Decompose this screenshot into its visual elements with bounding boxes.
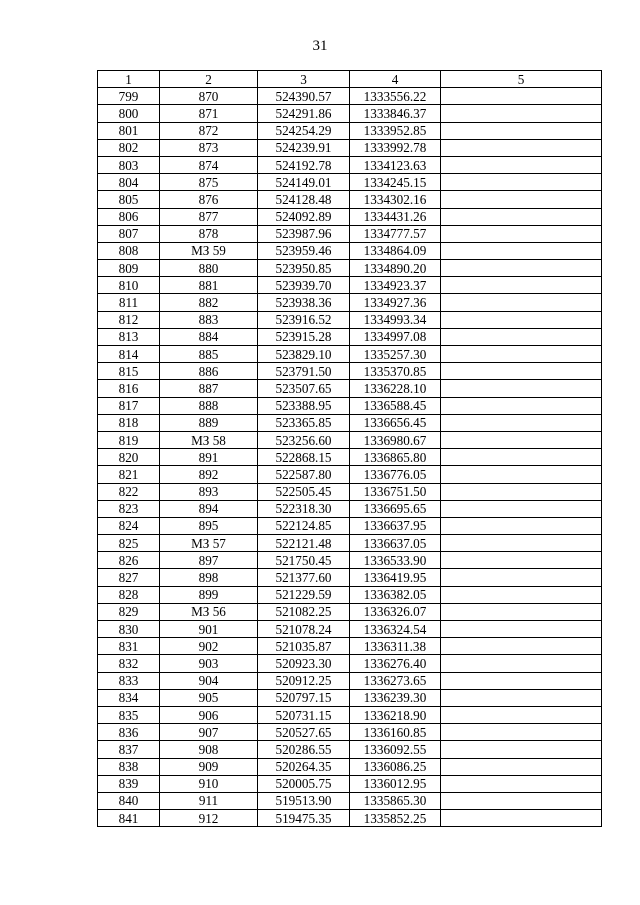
table-row bbox=[98, 810, 602, 827]
table-cell-col-3: 524291.86 bbox=[258, 105, 350, 122]
table-cell-col-3: 523256.60 bbox=[258, 431, 350, 448]
table-cell-col-4: 1336086.25 bbox=[350, 758, 441, 775]
table-row bbox=[98, 672, 602, 689]
table-cell-col-2: 889 bbox=[160, 414, 258, 431]
table-cell-col-5 bbox=[441, 156, 602, 173]
table-cell-col-4: 1335257.30 bbox=[350, 346, 441, 363]
table-cell-col-5 bbox=[441, 139, 602, 156]
table-cell-col-2: 903 bbox=[160, 655, 258, 672]
table-cell-col-5 bbox=[441, 346, 602, 363]
table-cell-col-4: 1336656.45 bbox=[350, 414, 441, 431]
table-cell-col-2: 882 bbox=[160, 294, 258, 311]
table-cell-col-4: 1336324.54 bbox=[350, 621, 441, 638]
table-cell-col-4: 1336012.95 bbox=[350, 775, 441, 792]
table-cell-col-5 bbox=[441, 483, 602, 500]
table-cell-col-4: 1335370.85 bbox=[350, 363, 441, 380]
table-cell-col-1: 813 bbox=[98, 328, 160, 345]
table-cell-col-4: 1334890.20 bbox=[350, 260, 441, 277]
table-cell-col-5 bbox=[441, 517, 602, 534]
table-cell-col-4: 1336092.55 bbox=[350, 741, 441, 758]
table-cell-col-3: 524192.78 bbox=[258, 156, 350, 173]
table-cell-col-2: 872 bbox=[160, 122, 258, 139]
table-row bbox=[98, 552, 602, 569]
table-cell-col-4: 1334245.15 bbox=[350, 174, 441, 191]
table-row bbox=[98, 638, 602, 655]
table-cell-col-2: 870 bbox=[160, 88, 258, 105]
table-cell-col-1: 807 bbox=[98, 225, 160, 242]
table-row bbox=[98, 328, 602, 345]
table-cell-col-1: 808 bbox=[98, 242, 160, 259]
table-row bbox=[98, 311, 602, 328]
table-cell-col-1: 824 bbox=[98, 517, 160, 534]
table-cell-col-4: 1333846.37 bbox=[350, 105, 441, 122]
table-cell-col-4: 1333992.78 bbox=[350, 139, 441, 156]
table-cell-col-2: 891 bbox=[160, 449, 258, 466]
table-cell-col-3: 523939.70 bbox=[258, 277, 350, 294]
table-cell-col-3: 523388.95 bbox=[258, 397, 350, 414]
table-cell-col-5 bbox=[441, 225, 602, 242]
table-row bbox=[98, 706, 602, 723]
table-row bbox=[98, 380, 602, 397]
table-cell-col-5 bbox=[441, 672, 602, 689]
table-row bbox=[98, 569, 602, 586]
table-cell-col-2: 892 bbox=[160, 466, 258, 483]
table-cell-col-4: 1336160.85 bbox=[350, 724, 441, 741]
table-row bbox=[98, 208, 602, 225]
table-cell-col-2: 909 bbox=[160, 758, 258, 775]
table-cell-col-1: 833 bbox=[98, 672, 160, 689]
table-cell-col-5 bbox=[441, 706, 602, 723]
table-row bbox=[98, 363, 602, 380]
table-cell-col-5 bbox=[441, 397, 602, 414]
table-cell-col-5 bbox=[441, 603, 602, 620]
table-row bbox=[98, 621, 602, 638]
table-row bbox=[98, 346, 602, 363]
table-cell-col-1: 810 bbox=[98, 277, 160, 294]
table-cell-col-4: 1336695.65 bbox=[350, 500, 441, 517]
table-cell-col-5 bbox=[441, 638, 602, 655]
table-cell-col-1: 822 bbox=[98, 483, 160, 500]
table-cell-col-3: 521078.24 bbox=[258, 621, 350, 638]
table-row bbox=[98, 139, 602, 156]
table-cell-col-2: 884 bbox=[160, 328, 258, 345]
table-cell-col-3: 519475.35 bbox=[258, 810, 350, 827]
table-cell-col-2: 881 bbox=[160, 277, 258, 294]
table-cell-col-5 bbox=[441, 380, 602, 397]
table-row bbox=[98, 156, 602, 173]
table-header bbox=[98, 71, 602, 88]
table-cell-col-3: 522587.80 bbox=[258, 466, 350, 483]
table-cell-col-4: 1336533.90 bbox=[350, 552, 441, 569]
table-row bbox=[98, 88, 602, 105]
table-cell-col-3: 523938.36 bbox=[258, 294, 350, 311]
table-cell-col-4: 1334923.37 bbox=[350, 277, 441, 294]
table-cell-col-1: 805 bbox=[98, 191, 160, 208]
table-cell-col-1: 818 bbox=[98, 414, 160, 431]
table-cell-col-1: 831 bbox=[98, 638, 160, 655]
table-cell-col-5 bbox=[441, 449, 602, 466]
table-cell-col-3: 522124.85 bbox=[258, 517, 350, 534]
table-cell-col-2: 888 bbox=[160, 397, 258, 414]
table-row bbox=[98, 414, 602, 431]
table-row bbox=[98, 758, 602, 775]
table-cell-col-1: 826 bbox=[98, 552, 160, 569]
table-cell-col-3: 519513.90 bbox=[258, 792, 350, 809]
table-cell-col-3: 520912.25 bbox=[258, 672, 350, 689]
table-cell-col-1: 839 bbox=[98, 775, 160, 792]
column-header-3: 3 bbox=[258, 71, 350, 88]
table-row bbox=[98, 122, 602, 139]
table-cell-col-2: 887 bbox=[160, 380, 258, 397]
table-cell-col-2: МЗ 56 bbox=[160, 603, 258, 620]
table-row bbox=[98, 397, 602, 414]
table-cell-col-4: 1336239.30 bbox=[350, 689, 441, 706]
table-cell-col-4: 1334927.36 bbox=[350, 294, 441, 311]
table-cell-col-1: 820 bbox=[98, 449, 160, 466]
table-cell-col-3: 520286.55 bbox=[258, 741, 350, 758]
table-cell-col-5 bbox=[441, 741, 602, 758]
table-row bbox=[98, 741, 602, 758]
table-row bbox=[98, 260, 602, 277]
table-cell-col-4: 1335865.30 bbox=[350, 792, 441, 809]
table-cell-col-2: 912 bbox=[160, 810, 258, 827]
table-cell-col-4: 1336419.95 bbox=[350, 569, 441, 586]
table-cell-col-4: 1336228.10 bbox=[350, 380, 441, 397]
table-cell-col-3: 523916.52 bbox=[258, 311, 350, 328]
table-cell-col-4: 1336980.67 bbox=[350, 431, 441, 448]
table-cell-col-5 bbox=[441, 689, 602, 706]
table-cell-col-1: 827 bbox=[98, 569, 160, 586]
table-cell-col-1: 836 bbox=[98, 724, 160, 741]
table-cell-col-3: 522505.45 bbox=[258, 483, 350, 500]
table-cell-col-1: 838 bbox=[98, 758, 160, 775]
table-cell-col-1: 830 bbox=[98, 621, 160, 638]
table-cell-col-3: 522318.30 bbox=[258, 500, 350, 517]
table-row bbox=[98, 775, 602, 792]
table-cell-col-4: 1334993.34 bbox=[350, 311, 441, 328]
table-cell-col-3: 523791.50 bbox=[258, 363, 350, 380]
table-row bbox=[98, 466, 602, 483]
table-row bbox=[98, 792, 602, 809]
coordinates-table bbox=[97, 70, 602, 827]
table-cell-col-1: 799 bbox=[98, 88, 160, 105]
table-cell-col-1: 816 bbox=[98, 380, 160, 397]
table-row bbox=[98, 724, 602, 741]
table-cell-col-4: 1335852.25 bbox=[350, 810, 441, 827]
table-cell-col-2: МЗ 57 bbox=[160, 535, 258, 552]
table-cell-col-1: 802 bbox=[98, 139, 160, 156]
table-cell-col-1: 823 bbox=[98, 500, 160, 517]
table-row bbox=[98, 603, 602, 620]
table-cell-col-3: 524092.89 bbox=[258, 208, 350, 225]
table-row bbox=[98, 294, 602, 311]
table-cell-col-3: 523829.10 bbox=[258, 346, 350, 363]
table-cell-col-1: 819 bbox=[98, 431, 160, 448]
table-cell-col-2: 880 bbox=[160, 260, 258, 277]
table-body bbox=[98, 88, 602, 827]
table-cell-col-3: 524128.48 bbox=[258, 191, 350, 208]
table-cell-col-5 bbox=[441, 105, 602, 122]
table-cell-col-4: 1336276.40 bbox=[350, 655, 441, 672]
table-cell-col-5 bbox=[441, 569, 602, 586]
table-cell-col-3: 523950.85 bbox=[258, 260, 350, 277]
column-header-2: 2 bbox=[160, 71, 258, 88]
table-cell-col-2: 911 bbox=[160, 792, 258, 809]
table-cell-col-1: 809 bbox=[98, 260, 160, 277]
table-cell-col-3: 520797.15 bbox=[258, 689, 350, 706]
table-cell-col-2: 904 bbox=[160, 672, 258, 689]
table-cell-col-2: 906 bbox=[160, 706, 258, 723]
table-cell-col-4: 1334123.63 bbox=[350, 156, 441, 173]
table-cell-col-2: 901 bbox=[160, 621, 258, 638]
table-cell-col-5 bbox=[441, 466, 602, 483]
table-cell-col-5 bbox=[441, 758, 602, 775]
header-row bbox=[98, 71, 602, 88]
table-cell-col-1: 832 bbox=[98, 655, 160, 672]
table-row bbox=[98, 431, 602, 448]
table-cell-col-1: 821 bbox=[98, 466, 160, 483]
table-cell-col-3: 520527.65 bbox=[258, 724, 350, 741]
table-cell-col-3: 524390.57 bbox=[258, 88, 350, 105]
table-cell-col-3: 523915.28 bbox=[258, 328, 350, 345]
table-cell-col-1: 803 bbox=[98, 156, 160, 173]
table-cell-col-3: 521377.60 bbox=[258, 569, 350, 586]
table-row bbox=[98, 535, 602, 552]
table-cell-col-4: 1336751.50 bbox=[350, 483, 441, 500]
table-row bbox=[98, 655, 602, 672]
table-cell-col-4: 1333952.85 bbox=[350, 122, 441, 139]
table-cell-col-5 bbox=[441, 88, 602, 105]
table-cell-col-5 bbox=[441, 294, 602, 311]
table-cell-col-5 bbox=[441, 431, 602, 448]
table-cell-col-2: 899 bbox=[160, 586, 258, 603]
table-cell-col-4: 1336273.65 bbox=[350, 672, 441, 689]
table-cell-col-1: 800 bbox=[98, 105, 160, 122]
table-cell-col-2: 897 bbox=[160, 552, 258, 569]
table-row bbox=[98, 277, 602, 294]
table-cell-col-5 bbox=[441, 621, 602, 638]
table-cell-col-5 bbox=[441, 500, 602, 517]
table-cell-col-4: 1336865.80 bbox=[350, 449, 441, 466]
table-cell-col-5 bbox=[441, 414, 602, 431]
table-cell-col-5 bbox=[441, 242, 602, 259]
table-cell-col-2: 907 bbox=[160, 724, 258, 741]
table-cell-col-5 bbox=[441, 655, 602, 672]
table-cell-col-1: 840 bbox=[98, 792, 160, 809]
table-cell-col-4: 1336637.05 bbox=[350, 535, 441, 552]
table-row bbox=[98, 500, 602, 517]
table-cell-col-3: 523959.46 bbox=[258, 242, 350, 259]
table-cell-col-5 bbox=[441, 174, 602, 191]
table-cell-col-1: 812 bbox=[98, 311, 160, 328]
column-header-5: 5 bbox=[441, 71, 602, 88]
table-cell-col-1: 828 bbox=[98, 586, 160, 603]
table-cell-col-3: 521229.59 bbox=[258, 586, 350, 603]
table-cell-col-3: 522121.48 bbox=[258, 535, 350, 552]
table-cell-col-2: 878 bbox=[160, 225, 258, 242]
table-cell-col-3: 523507.65 bbox=[258, 380, 350, 397]
table-cell-col-4: 1334777.57 bbox=[350, 225, 441, 242]
table-cell-col-3: 521035.87 bbox=[258, 638, 350, 655]
table-cell-col-2: 875 bbox=[160, 174, 258, 191]
table-row bbox=[98, 483, 602, 500]
table-cell-col-1: 804 bbox=[98, 174, 160, 191]
table-cell-col-4: 1336311.38 bbox=[350, 638, 441, 655]
table-cell-col-2: 902 bbox=[160, 638, 258, 655]
table-cell-col-5 bbox=[441, 328, 602, 345]
table-row bbox=[98, 517, 602, 534]
table-cell-col-2: 905 bbox=[160, 689, 258, 706]
table-cell-col-4: 1334864.09 bbox=[350, 242, 441, 259]
table-cell-col-1: 837 bbox=[98, 741, 160, 758]
table-row bbox=[98, 242, 602, 259]
table-cell-col-4: 1336637.95 bbox=[350, 517, 441, 534]
table-cell-col-5 bbox=[441, 208, 602, 225]
table-cell-col-3: 524254.29 bbox=[258, 122, 350, 139]
table-cell-col-2: 910 bbox=[160, 775, 258, 792]
table-cell-col-5 bbox=[441, 535, 602, 552]
table-cell-col-1: 834 bbox=[98, 689, 160, 706]
table-cell-col-2: 893 bbox=[160, 483, 258, 500]
table-cell-col-4: 1334431.26 bbox=[350, 208, 441, 225]
table-cell-col-3: 520264.35 bbox=[258, 758, 350, 775]
table-row bbox=[98, 689, 602, 706]
table-cell-col-2: МЗ 59 bbox=[160, 242, 258, 259]
table-cell-col-5 bbox=[441, 122, 602, 139]
table-cell-col-1: 825 bbox=[98, 535, 160, 552]
table-cell-col-4: 1334302.16 bbox=[350, 191, 441, 208]
table-cell-col-2: 885 bbox=[160, 346, 258, 363]
table-cell-col-1: 841 bbox=[98, 810, 160, 827]
table-cell-col-3: 521750.45 bbox=[258, 552, 350, 569]
table-cell-col-2: 908 bbox=[160, 741, 258, 758]
table-cell-col-4: 1336326.07 bbox=[350, 603, 441, 620]
table-cell-col-1: 814 bbox=[98, 346, 160, 363]
table-row bbox=[98, 174, 602, 191]
table-cell-col-4: 1336382.05 bbox=[350, 586, 441, 603]
table-cell-col-5 bbox=[441, 311, 602, 328]
table-cell-col-5 bbox=[441, 363, 602, 380]
table-cell-col-3: 520005.75 bbox=[258, 775, 350, 792]
table-cell-col-2: 876 bbox=[160, 191, 258, 208]
table-cell-col-1: 829 bbox=[98, 603, 160, 620]
table-row bbox=[98, 225, 602, 242]
table-row bbox=[98, 449, 602, 466]
table-cell-col-3: 521082.25 bbox=[258, 603, 350, 620]
table-cell-col-3: 520731.15 bbox=[258, 706, 350, 723]
table-cell-col-2: 877 bbox=[160, 208, 258, 225]
table-cell-col-3: 524149.01 bbox=[258, 174, 350, 191]
table-cell-col-3: 520923.30 bbox=[258, 655, 350, 672]
table-cell-col-1: 801 bbox=[98, 122, 160, 139]
table-cell-col-5 bbox=[441, 586, 602, 603]
table-cell-col-4: 1336588.45 bbox=[350, 397, 441, 414]
table-cell-col-4: 1333556.22 bbox=[350, 88, 441, 105]
table-cell-col-1: 806 bbox=[98, 208, 160, 225]
table-cell-col-2: МЗ 58 bbox=[160, 431, 258, 448]
table-row bbox=[98, 191, 602, 208]
table-cell-col-2: 874 bbox=[160, 156, 258, 173]
table-cell-col-3: 523365.85 bbox=[258, 414, 350, 431]
table-cell-col-1: 815 bbox=[98, 363, 160, 380]
table-cell-col-2: 871 bbox=[160, 105, 258, 122]
table-cell-col-4: 1334997.08 bbox=[350, 328, 441, 345]
table-cell-col-5 bbox=[441, 191, 602, 208]
table-cell-col-5 bbox=[441, 792, 602, 809]
table-cell-col-2: 894 bbox=[160, 500, 258, 517]
table-cell-col-2: 883 bbox=[160, 311, 258, 328]
table-row bbox=[98, 105, 602, 122]
table-cell-col-2: 873 bbox=[160, 139, 258, 156]
table-cell-col-5 bbox=[441, 775, 602, 792]
table-cell-col-4: 1336218.90 bbox=[350, 706, 441, 723]
table-cell-col-2: 898 bbox=[160, 569, 258, 586]
table-cell-col-1: 835 bbox=[98, 706, 160, 723]
column-header-4: 4 bbox=[350, 71, 441, 88]
table-cell-col-5 bbox=[441, 810, 602, 827]
column-header-1: 1 bbox=[98, 71, 160, 88]
table-cell-col-5 bbox=[441, 552, 602, 569]
table-cell-col-2: 895 bbox=[160, 517, 258, 534]
table-cell-col-3: 523987.96 bbox=[258, 225, 350, 242]
table-row bbox=[98, 586, 602, 603]
table-cell-col-5 bbox=[441, 724, 602, 741]
table-cell-col-1: 817 bbox=[98, 397, 160, 414]
table-cell-col-5 bbox=[441, 260, 602, 277]
page-number: 31 bbox=[312, 38, 328, 54]
table-cell-col-1: 811 bbox=[98, 294, 160, 311]
table-cell-col-2: 886 bbox=[160, 363, 258, 380]
table-cell-col-4: 1336776.05 bbox=[350, 466, 441, 483]
table-cell-col-5 bbox=[441, 277, 602, 294]
table-cell-col-3: 522868.15 bbox=[258, 449, 350, 466]
table-cell-col-3: 524239.91 bbox=[258, 139, 350, 156]
